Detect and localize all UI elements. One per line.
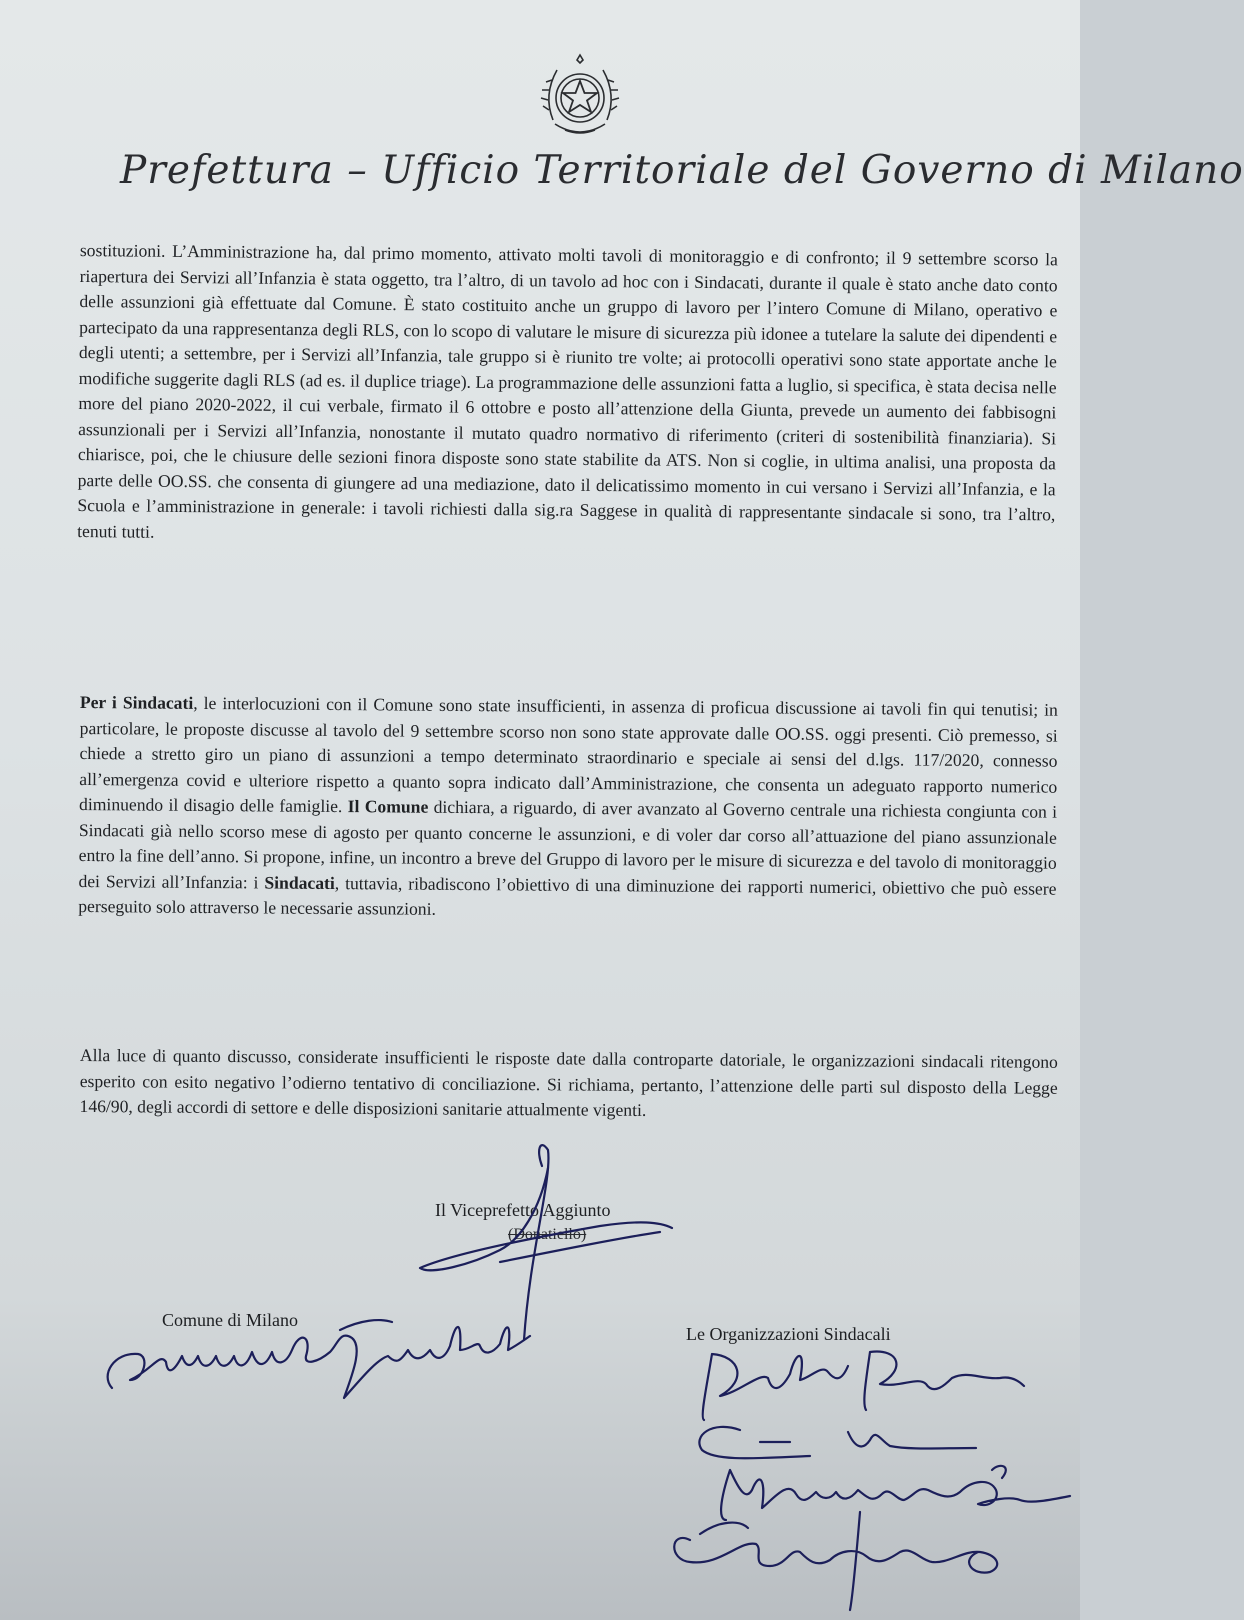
- paragraph-3: [79, 1043, 1058, 1126]
- viceprefetto-title: Il Viceprefetto Aggiunto: [435, 1200, 611, 1220]
- paragraph-2-part-2: dichiara, a riguardo, di aver avanzato al Governo centrale una richiesta congiunta con i Sindacati già nello scorso mese di agosto per quanto concerne le assunzioni, e di voler dar corso all’attuazione del piano assunzionale entro la fine dell’anno. Si propone, infine, un incontro a breve del Gruppo di lavoro per le misure di sicurezza e del tavolo di monitoraggio dei Servizi all’Infanzia: i: [78, 796, 1058, 892]
- paragraph-1-text: sostituzioni. L’Amministrazione ha, dal primo momento, attivato molti tavoli di monitoraggio e di confronto; il 9 settembre scorso la riapertura dei Servizi all’Infanzia è stata oggetto, tra l’altro, di un tavolo ad hoc con i Sindacati, durante il quale è stato anche dato conto delle assunzioni già effettuate dal Comune. È stato costituito anche un gruppo di lavoro per l’intero Comune di Milano, operativo e partecipato da una rappresentanza degli RLS, con lo scopo di valutare le misure di sicurezza più idonee a tutelare la salute dei dipendenti e degli utenti; a settembre, per i Servizi all’Infanzia, tale gruppo si è riunito tre volte; ai protocolli operativi sono state apportate anche le modifiche suggerite dagli RLS (ad es. il duplice triage). La programmazione delle assunzioni fatta a luglio, si specifica, è stata decisa nelle more del piano 2020-2022, il cui verbale, firmato il 6 ottobre e posto all’attenzione della Giunta, prevede un aumento dei fabbisogni assunzionali per i Servizi all’Infanzia, nonostante il mutato quadro normativo di riferimento (criteri di sostenibilità finanziaria). Si chiarisce, poi, che le chiusure delle sezioni finora disposte sono state stabilite da ATS. Non si coglie, in ultima analisi, una proposta da parte delle OO.SS. che consenta di giungere ad una mediazione, dato il delicatissimo momento in cui versano i Servizi all’Infanzia, e la Scuola e l’amministrazione in generale: i tavoli richiesti dalla sig.ra Saggese in qualità di rappresentante sindacale si sono, tra l’altro, tenuti tutti.: [77, 239, 1058, 542]
- comune-label: Comune di Milano: [162, 1310, 298, 1330]
- sindacati-signature-4: [674, 1538, 997, 1573]
- paragraph-2-part-3: , tuttavia, ribadiscono l’obiettivo di una diminuzione dei rapporti numerici, obiettivo che può essere perseguito solo attraverso le necessarie assunzioni.: [78, 872, 1057, 919]
- sindacati-signature-2: [699, 1427, 976, 1458]
- bold-il-comune: Il Comune: [347, 796, 429, 817]
- italian-republic-emblem-icon: [535, 50, 625, 146]
- sindacati-signature-1: [703, 1354, 848, 1420]
- sindacati-label: Le Organizzazioni Sindacali: [686, 1324, 891, 1344]
- paragraph-2-text: [78, 690, 1058, 927]
- paragraph-2: [78, 690, 1058, 927]
- bold-per-i-sindacati: Per i Sindacati: [79, 691, 194, 713]
- letterhead-title: Prefettura – Ufficio Territoriale del Governo di Milano: [120, 148, 1244, 193]
- paragraph-3-text: Alla luce di quanto discusso, considerate insufficienti le risposte date dalla controparte datoriale, le organizzazioni sindacali ritengono esperito con esito negativo l’odierno tentativo di conciliazione. Si richiama, pertanto, l’attenzione delle parti sul disposto della Legge 146/90, degli accordi di settore e delle disposizioni sanitarie attualmente vigenti.: [79, 1045, 1058, 1120]
- sindacati-signature-3: [721, 1470, 1070, 1520]
- comune-signature: [108, 1327, 530, 1398]
- paragraph-2-part-1: , le interlocuzioni con il Comune sono state insufficienti, in assenza di proficua discussione ai tavoli fin qui tenutisi; in particolare, le proposte discusse al tavolo del 9 settembre scorso non sono state approvate dalle OO.SS. oggi presenti. Ciò premesso, si chiede a stretto giro un piano di assunzioni a tempo determinato straordinario e speciale ai sensi del d.lgs. 117/2020, connesso all’emergenza covid e ulteriore rispetto a quanto sopra indicato dall’Amministrazione, che consenta un adeguato rapporto numerico diminuendo il disagio delle famiglie.: [79, 692, 1058, 817]
- bold-sindacati: Sindacati: [264, 871, 335, 893]
- viceprefetto-name: (Donatiello): [508, 1226, 587, 1243]
- paragraph-1: [77, 238, 1058, 553]
